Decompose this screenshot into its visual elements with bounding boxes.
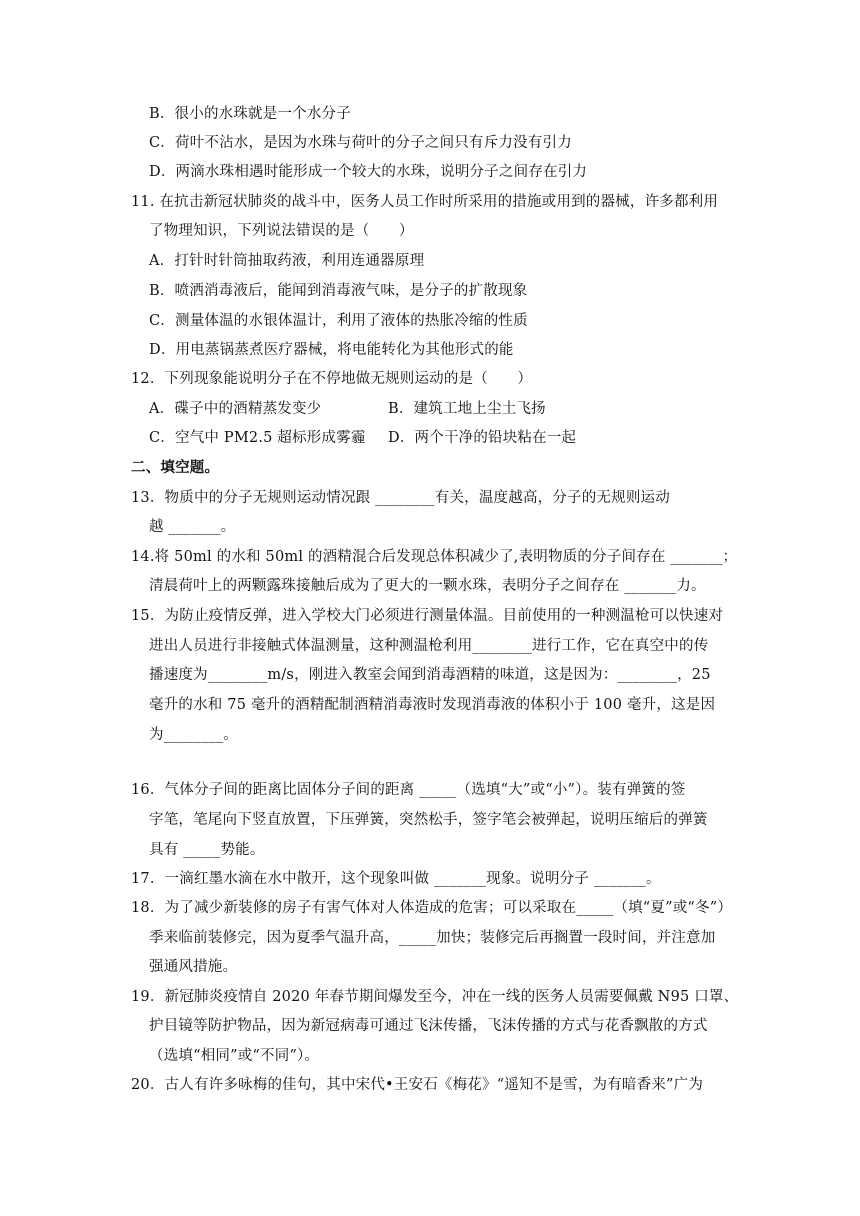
q15-line1: 15．为防止疫情反弹，进入学校大门必须进行测量体温。目前使用的一种测温枪可以快速对 — [131, 608, 724, 624]
q11-option-b: B．喷洒消毒液后，能闻到消毒液气味，是分子的扩散现象 — [149, 283, 528, 299]
q16-line2: 字笔，笔尾向下竖直放置，下压弹簧，突然松手，签字笔会被弹起，说明压缩后的弹簧 — [149, 812, 708, 828]
q13-line2: 越 _______。 — [149, 519, 236, 535]
q11-option-d: D．用电蒸锅蒸煮医疗器械，将电能转化为其他形式的能 — [149, 342, 514, 358]
q19-line2: 护目镜等防护物品，因为新冠病毒可通过飞沫传播，飞沫传播的方式与花香飘散的方式 — [149, 1018, 708, 1034]
q11-stem-line1: 11. 在抗击新冠状肺炎的战斗中，医务人员工作时所采用的措施或用到的器械，许多都利用 — [131, 194, 719, 210]
q11-option-c: C．测量体温的水银体温计，利用了液体的热胀冷缩的性质 — [149, 313, 528, 329]
q12-option-d: D．两个干净的铅块粘在一起 — [388, 430, 577, 446]
section-heading-fill-in: 二、填空题。 — [131, 459, 220, 476]
q11-option-a: A．打针时针筒抽取药液，利用连通器原理 — [149, 253, 425, 269]
q18-line2: 季来临前装修完，因为夏季气温升高，_____加快；装修完后再搁置一段时间，并注意加 — [149, 930, 716, 946]
q10-option-b: B．很小的水珠就是一个水分子 — [149, 106, 351, 122]
q16-line3: 具有 _____势能。 — [149, 842, 265, 858]
q12-option-a: A．碟子中的酒精蒸发变少 — [149, 401, 322, 417]
q13-line1: 13．物质中的分子无规则运动情况跟 ________有关，温度越高，分子的无规则运动 — [131, 490, 670, 506]
q12-option-b: B．建筑工地上尘土飞扬 — [388, 401, 546, 417]
q15-line2: 进出人员进行非接触式体温测量，这种测温枪利用________进行工作，它在真空中的传 — [149, 638, 709, 654]
q14-line2: 清晨荷叶上的两颗露珠接触后成为了更大的一颗水珠，表明分子之间存在 _______力。 — [149, 578, 706, 594]
q19-line1: 19．新冠肺炎疫情自 2020 年春节期间爆发至今，冲在一线的医务人员需要佩戴 N95 口罩、 — [131, 989, 739, 1005]
q10-option-d: D．两滴水珠相遇时能形成一个较大的水珠，说明分子之间存在引力 — [149, 164, 588, 180]
q19-line3: （选填“相同”或“不同”）。 — [149, 1048, 320, 1064]
q16-line1: 16．气体分子间的距离比固体分子间的距离 _____（选填“大”或“小”）。装有弹簧的签 — [131, 782, 686, 798]
q18-line1: 18．为了减少新装修的房子有害气体对人体造成的危害；可以采取在_____（填“夏”或“冬”） — [131, 900, 733, 916]
q15-line3: 播速度为________m/s，刚进入教室会闻到消毒酒精的味道，这是因为：________，25 — [149, 667, 711, 683]
q17-line1: 17．一滴红墨水滴在水中散开，这个现象叫做 _______现象。说明分子 _______。 — [131, 871, 661, 887]
q18-line3: 强通风措施。 — [149, 959, 238, 975]
q10-option-c: C．荷叶不沾水，是因为水珠与荷叶的分子之间只有斥力没有引力 — [149, 135, 572, 151]
q12-option-c: C．空气中 PM2.5 超标形成雾霾 — [149, 430, 366, 446]
q14-line1: 14.将 50ml 的水和 50ml 的酒精混合后发现总体积减少了,表明物质的分子间存在 _______； — [131, 549, 738, 565]
q20-line1: 20．古人有许多咏梅的佳句，其中宋代•王安石《梅花》“遥知不是雪，为有暗香来”广为 — [131, 1077, 704, 1093]
q12-stem: 12．下列现象能说明分子在不停地做无规则运动的是（ ） — [131, 371, 533, 387]
q15-line5: 为________。 — [149, 727, 238, 743]
q15-line4: 毫升的水和 75 毫升的酒精配制酒精消毒液时发现消毒液的体积小于 100 毫升，这是因 — [149, 697, 716, 713]
q11-stem-line2: 了物理知识，下列说法错误的是（ ） — [149, 223, 414, 239]
